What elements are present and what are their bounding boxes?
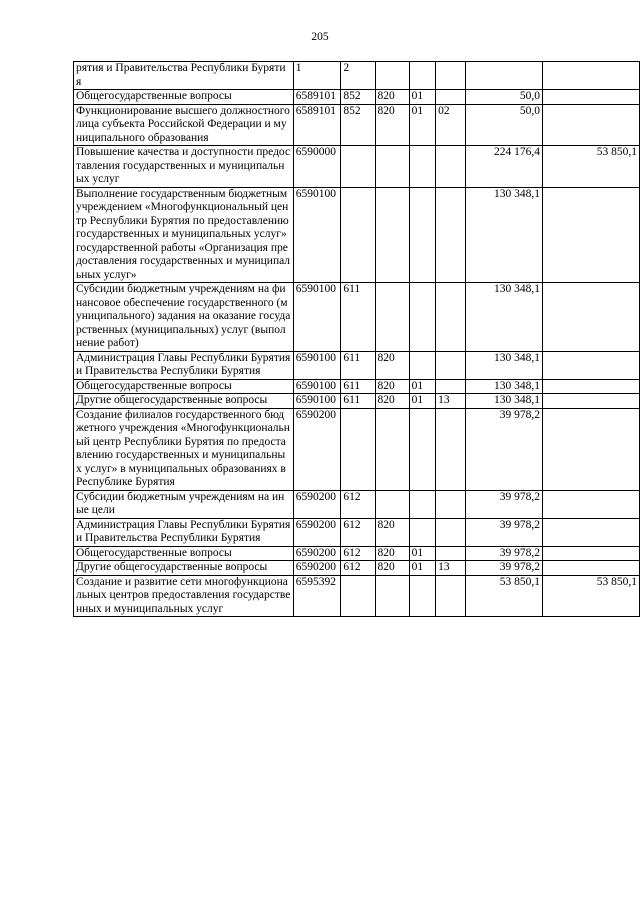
- ministry-code-cell: [375, 575, 409, 617]
- row-name-cell: Функционирование высшего должностного лица субъекта Российской Федерации и муниципального образования: [74, 104, 294, 146]
- subsection-code-cell: [436, 518, 466, 546]
- section-code-cell: [409, 283, 435, 352]
- amount-federal-cell: [543, 490, 640, 518]
- amount-total-cell: 130 348,1: [466, 283, 543, 352]
- ministry-code-cell: 820: [375, 561, 409, 576]
- subsection-code-cell: 02: [436, 104, 466, 146]
- ministry-code-cell: [375, 490, 409, 518]
- expense-type-code-cell: 612: [341, 490, 375, 518]
- amount-total-cell: 39 978,2: [466, 561, 543, 576]
- expense-type-code-cell: [341, 187, 375, 283]
- table-row: [74, 90, 640, 105]
- ministry-code-cell: 820: [375, 351, 409, 379]
- amount-total-cell: 39 978,2: [466, 408, 543, 490]
- budget-table: [73, 61, 640, 617]
- section-code-cell: [409, 408, 435, 490]
- row-name-cell: Выполнение государственным бюджетным учреждением «Многофункциональный центр Республики Бурятия по предоставлению государственных и муниципальных услуг» государственной работы «Организация предоставления государственных и муниципальных услуг»: [74, 187, 294, 283]
- table-row: [74, 283, 640, 352]
- expense-type-code-cell: 612: [341, 518, 375, 546]
- target-article-code-cell: 6590100: [293, 379, 341, 394]
- target-article-code-cell: 6590100: [293, 351, 341, 379]
- amount-federal-cell: [543, 518, 640, 546]
- row-name-cell: рятия и Правительства Республики Бурятия: [74, 62, 294, 90]
- amount-federal-cell: [543, 283, 640, 352]
- subsection-code-cell: [436, 379, 466, 394]
- row-name-cell: Создание филиалов государственного бюджетного учреждения «Многофункциональный центр Республики Бурятия по предоставлению государственных и муниципальных услуг» в муниципальных образованиях в Республике Бурятия: [74, 408, 294, 490]
- section-code-cell: [409, 351, 435, 379]
- section-code-cell: [409, 146, 435, 188]
- target-article-code-cell: 6590100: [293, 283, 341, 352]
- amount-total-cell: 39 978,2: [466, 518, 543, 546]
- section-code-cell: [409, 575, 435, 617]
- subsection-code-cell: [436, 187, 466, 283]
- subsection-code-cell: [436, 575, 466, 617]
- row-name-cell: Повышение качества и доступности предоставления государственных и муниципальных услуг: [74, 146, 294, 188]
- amount-federal-cell: 53 850,1: [543, 575, 640, 617]
- row-name-cell: Администрация Главы Республики Бурятия и Правительства Республики Бурятия: [74, 351, 294, 379]
- ministry-code-cell: [375, 408, 409, 490]
- amount-total-cell: 130 348,1: [466, 187, 543, 283]
- section-code-cell: 01: [409, 379, 435, 394]
- target-article-code-cell: 6590100: [293, 394, 341, 409]
- target-article-code-cell: 6590200: [293, 546, 341, 561]
- subsection-code-cell: [436, 146, 466, 188]
- row-name-cell: Субсидии бюджетным учреждениям на финансовое обеспечение государственного (муниципального) задания на оказание государственных (муниципальных) услуг (выполнение работ): [74, 283, 294, 352]
- subsection-code-cell: [436, 62, 466, 90]
- target-article-code-cell: 1: [293, 62, 341, 90]
- expense-type-code-cell: [341, 575, 375, 617]
- budget-table-body: [74, 62, 640, 617]
- ministry-code-cell: 820: [375, 104, 409, 146]
- amount-federal-cell: 53 850,1: [543, 146, 640, 188]
- ministry-code-cell: [375, 187, 409, 283]
- amount-total-cell: 50,0: [466, 104, 543, 146]
- expense-type-code-cell: 612: [341, 546, 375, 561]
- table-row: [74, 146, 640, 188]
- target-article-code-cell: 6590200: [293, 518, 341, 546]
- section-code-cell: 01: [409, 561, 435, 576]
- expense-type-code-cell: 2: [341, 62, 375, 90]
- expense-type-code-cell: 852: [341, 104, 375, 146]
- subsection-code-cell: [436, 90, 466, 105]
- amount-federal-cell: [543, 379, 640, 394]
- amount-total-cell: 53 850,1: [466, 575, 543, 617]
- table-row: [74, 379, 640, 394]
- table-row: [74, 490, 640, 518]
- amount-federal-cell: [543, 408, 640, 490]
- table-row: [74, 62, 640, 90]
- section-code-cell: 01: [409, 546, 435, 561]
- ministry-code-cell: [375, 62, 409, 90]
- section-code-cell: [409, 187, 435, 283]
- target-article-code-cell: 6589101: [293, 104, 341, 146]
- subsection-code-cell: [436, 351, 466, 379]
- amount-federal-cell: [543, 62, 640, 90]
- amount-federal-cell: [543, 546, 640, 561]
- table-row: [74, 408, 640, 490]
- row-name-cell: Субсидии бюджетным учреждениям на иные цели: [74, 490, 294, 518]
- ministry-code-cell: [375, 283, 409, 352]
- expense-type-code-cell: [341, 408, 375, 490]
- subsection-code-cell: 13: [436, 394, 466, 409]
- ministry-code-cell: [375, 146, 409, 188]
- expense-type-code-cell: 852: [341, 90, 375, 105]
- amount-total-cell: 50,0: [466, 90, 543, 105]
- target-article-code-cell: 6589101: [293, 90, 341, 105]
- ministry-code-cell: 820: [375, 90, 409, 105]
- amount-federal-cell: [543, 394, 640, 409]
- expense-type-code-cell: 611: [341, 379, 375, 394]
- amount-total-cell: 130 348,1: [466, 351, 543, 379]
- ministry-code-cell: 820: [375, 546, 409, 561]
- amount-federal-cell: [543, 90, 640, 105]
- expense-type-code-cell: 611: [341, 351, 375, 379]
- table-row: [74, 394, 640, 409]
- amount-federal-cell: [543, 351, 640, 379]
- section-code-cell: 01: [409, 104, 435, 146]
- ministry-code-cell: 820: [375, 394, 409, 409]
- row-name-cell: Администрация Главы Республики Бурятия и Правительства Республики Бурятия: [74, 518, 294, 546]
- row-name-cell: Общегосударственные вопросы: [74, 379, 294, 394]
- expense-type-code-cell: 611: [341, 394, 375, 409]
- target-article-code-cell: 6590000: [293, 146, 341, 188]
- table-row: [74, 546, 640, 561]
- table-row: [74, 351, 640, 379]
- row-name-cell: Другие общегосударственные вопросы: [74, 394, 294, 409]
- table-row: [74, 518, 640, 546]
- amount-total-cell: 224 176,4: [466, 146, 543, 188]
- section-code-cell: [409, 62, 435, 90]
- amount-total-cell: 130 348,1: [466, 379, 543, 394]
- table-row: [74, 561, 640, 576]
- table-row: [74, 187, 640, 283]
- target-article-code-cell: 6590100: [293, 187, 341, 283]
- amount-federal-cell: [543, 187, 640, 283]
- section-code-cell: 01: [409, 90, 435, 105]
- table-row: [74, 104, 640, 146]
- amount-total-cell: 39 978,2: [466, 546, 543, 561]
- row-name-cell: Другие общегосударственные вопросы: [74, 561, 294, 576]
- section-code-cell: [409, 518, 435, 546]
- expense-type-code-cell: 611: [341, 283, 375, 352]
- target-article-code-cell: 6590200: [293, 408, 341, 490]
- section-code-cell: [409, 490, 435, 518]
- ministry-code-cell: 820: [375, 379, 409, 394]
- amount-total-cell: 130 348,1: [466, 394, 543, 409]
- ministry-code-cell: 820: [375, 518, 409, 546]
- table-row: [74, 575, 640, 617]
- row-name-cell: Общегосударственные вопросы: [74, 546, 294, 561]
- subsection-code-cell: [436, 546, 466, 561]
- target-article-code-cell: 6590200: [293, 561, 341, 576]
- expense-type-code-cell: 612: [341, 561, 375, 576]
- expense-type-code-cell: [341, 146, 375, 188]
- amount-federal-cell: [543, 561, 640, 576]
- target-article-code-cell: 6590200: [293, 490, 341, 518]
- amount-federal-cell: [543, 104, 640, 146]
- subsection-code-cell: [436, 283, 466, 352]
- section-code-cell: 01: [409, 394, 435, 409]
- page-number: 205: [311, 31, 329, 43]
- subsection-code-cell: 13: [436, 561, 466, 576]
- row-name-cell: Создание и развитие сети многофункциональных центров предоставления государственных и муниципальных услуг: [74, 575, 294, 617]
- amount-total-cell: 39 978,2: [466, 490, 543, 518]
- row-name-cell: Общегосударственные вопросы: [74, 90, 294, 105]
- target-article-code-cell: 6595392: [293, 575, 341, 617]
- subsection-code-cell: [436, 490, 466, 518]
- amount-total-cell: [466, 62, 543, 90]
- subsection-code-cell: [436, 408, 466, 490]
